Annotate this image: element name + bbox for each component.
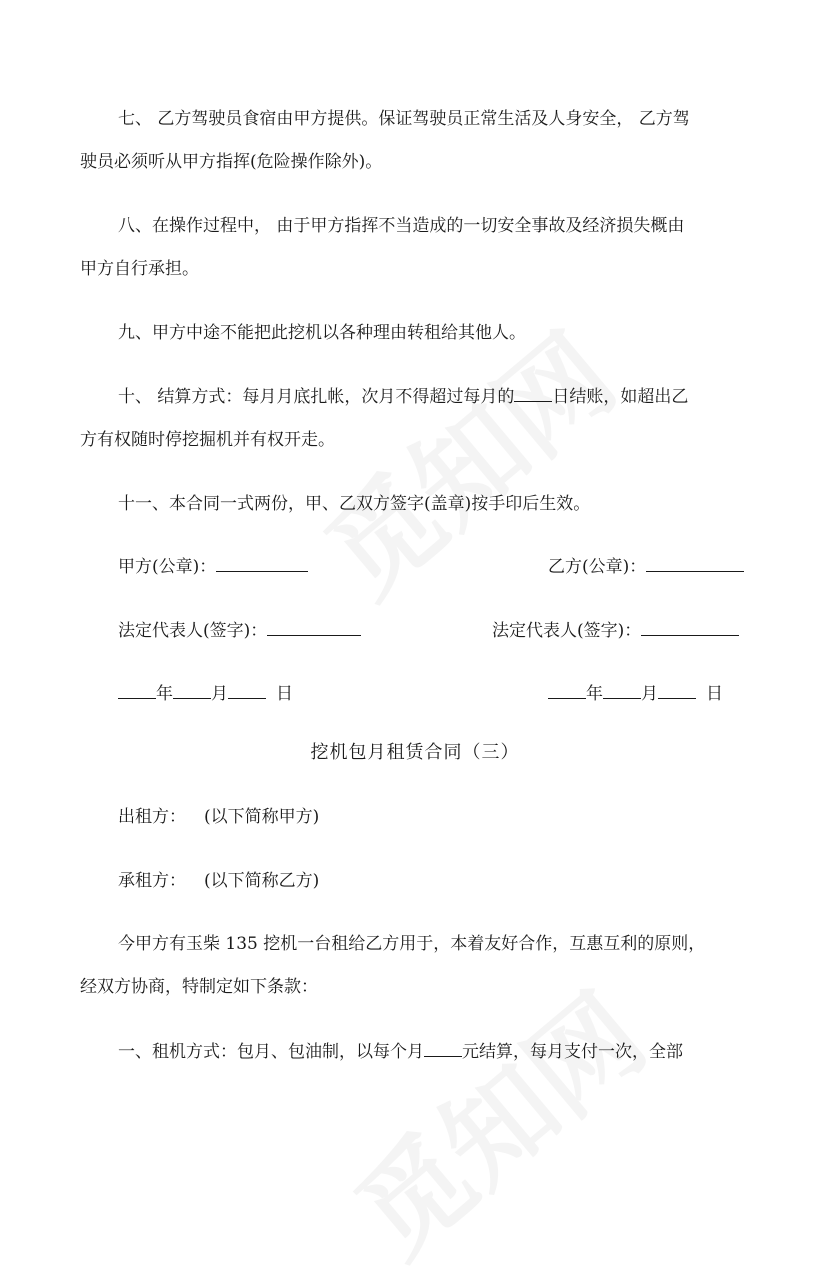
clause-ten-text-a: 十、 结算方式：每月月底扎帐，次月不得超过每月的	[118, 387, 515, 407]
lessor-label: 出租方：	[118, 807, 186, 827]
month-blank	[603, 683, 641, 699]
year-blank	[118, 683, 156, 699]
date-line-a	[118, 683, 293, 705]
day-label: 日	[276, 684, 293, 704]
month-label: 月	[641, 684, 658, 704]
party-a-seal-blank	[216, 556, 308, 572]
clause-one-text-b: 元结算，每月支付一次，全部	[462, 1042, 683, 1062]
contract-title: 挖机包月租赁合同（三）	[310, 742, 520, 763]
rep-a-blank	[267, 620, 361, 636]
clause-eleven: 十一、本合同一式两份，甲、乙双方签字(盖章)按手印后生效。	[118, 494, 591, 514]
clause-eight-line2: 甲方自行承担。	[80, 259, 199, 279]
watermark	[318, 952, 672, 1285]
lessee-note: (以下简称乙方)	[204, 871, 320, 891]
rep-a-label: 法定代表人(签字)：	[118, 621, 268, 641]
party-b-seal-blank	[646, 556, 744, 572]
party-b-seal-label: 乙方(公章)：	[548, 557, 647, 577]
clause-ten-text-b: 日结账，如超出乙	[552, 387, 689, 407]
year-blank	[548, 683, 586, 699]
clause-eight-line1: 八、在操作过程中， 由于甲方指挥不当造成的一切安全事故及经济损失概由	[118, 216, 685, 236]
clause-one-text-a: 一、租机方式：包月、包油制，以每个月	[118, 1042, 424, 1062]
day-label: 日	[706, 684, 723, 704]
year-label: 年	[156, 684, 173, 704]
rep-b-label: 法定代表人(签字)：	[492, 621, 642, 641]
lessor-line	[118, 806, 758, 828]
monthly-fee-blank	[424, 1041, 462, 1057]
settlement-day-blank	[514, 386, 552, 402]
lessee-label: 承租方：	[118, 871, 186, 891]
clause-one-line1	[118, 1041, 758, 1063]
party-a-seal-label: 甲方(公章)：	[118, 557, 217, 577]
rep-b-blank	[641, 620, 739, 636]
clause-seven-line1: 七、 乙方驾驶员食宿由甲方提供。保证驾驶员正常生活及人身安全， 乙方驾	[118, 109, 690, 129]
party-a-seal-line	[118, 556, 308, 578]
day-blank	[658, 683, 696, 699]
clause-nine: 九、甲方中途不能把此挖机以各种理由转租给其他人。	[118, 323, 526, 343]
day-blank	[228, 683, 266, 699]
clause-ten-line2: 方有权随时停挖掘机并有权开走。	[80, 430, 335, 450]
clause-ten-line1	[118, 386, 758, 408]
date-line-b	[548, 683, 723, 705]
intro-line2: 经双方协商，特制定如下条款：	[80, 977, 318, 997]
lessee-line	[118, 870, 758, 892]
lessor-note: (以下简称甲方)	[204, 807, 320, 827]
rep-b-line	[492, 620, 739, 642]
clause-seven-line2: 驶员必须听从甲方指挥(危险操作除外)。	[80, 152, 383, 172]
year-label: 年	[586, 684, 603, 704]
rep-a-line	[118, 620, 361, 642]
month-blank	[173, 683, 211, 699]
month-label: 月	[211, 684, 228, 704]
intro-line1: 今甲方有玉柴 135 挖机一台租给乙方用于，本着友好合作，互惠互利的原则，	[118, 934, 706, 954]
party-b-seal-line	[548, 556, 744, 578]
